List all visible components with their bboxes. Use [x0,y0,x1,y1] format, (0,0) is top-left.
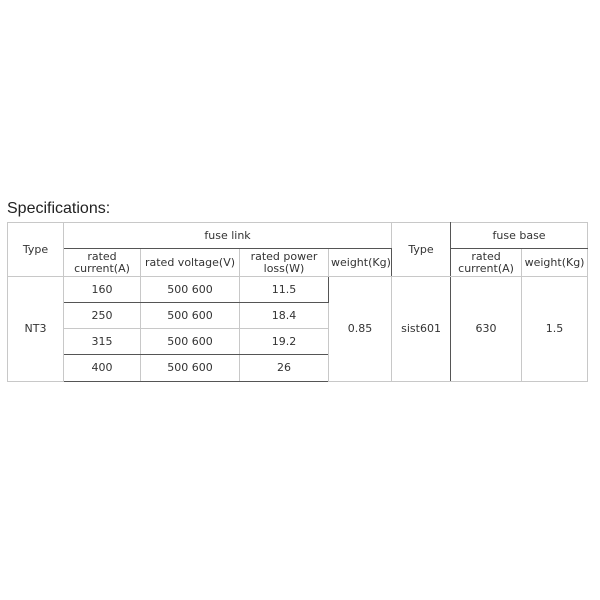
header-rated-current: rated current(A) [64,249,141,277]
fuse-base-rated-current: 630 [451,277,522,382]
rated-voltage-cell: 500 600 [141,329,240,355]
header-fuse-base: fuse base [451,223,588,249]
header-base-type: Type [392,223,451,277]
rated-current-cell: 400 [64,355,141,382]
fuse-link-type: NT3 [8,277,64,382]
rated-current-cell: 250 [64,303,141,329]
header-base-weight: weight(Kg) [522,249,588,277]
table-header-row-2 [8,249,588,277]
rated-power-loss-cell: 18.4 [240,303,329,329]
fuse-base-type: sist601 [392,277,451,382]
rated-power-loss-cell: 19.2 [240,329,329,355]
fuse-base-weight: 1.5 [522,277,588,382]
page-title: Specifications: [7,200,111,217]
specifications-table [7,222,588,382]
rated-current-cell: 160 [64,277,141,303]
rated-current-cell: 315 [64,329,141,355]
header-weight: weight(Kg) [329,249,392,277]
header-rated-voltage: rated voltage(V) [141,249,240,277]
rated-voltage-cell: 500 600 [141,355,240,382]
rated-voltage-cell: 500 600 [141,277,240,303]
header-fuse-link: fuse link [64,223,392,249]
header-base-rated-current: rated current(A) [451,249,522,277]
rated-power-loss-cell: 26 [240,355,329,382]
rated-power-loss-cell: 11.5 [240,277,329,303]
rated-voltage-cell: 500 600 [141,303,240,329]
table-header-row-1 [8,223,588,249]
header-rated-power-loss: rated power loss(W) [240,249,329,277]
header-type: Type [8,223,64,277]
fuse-link-weight: 0.85 [329,277,392,382]
table-row [8,277,588,303]
